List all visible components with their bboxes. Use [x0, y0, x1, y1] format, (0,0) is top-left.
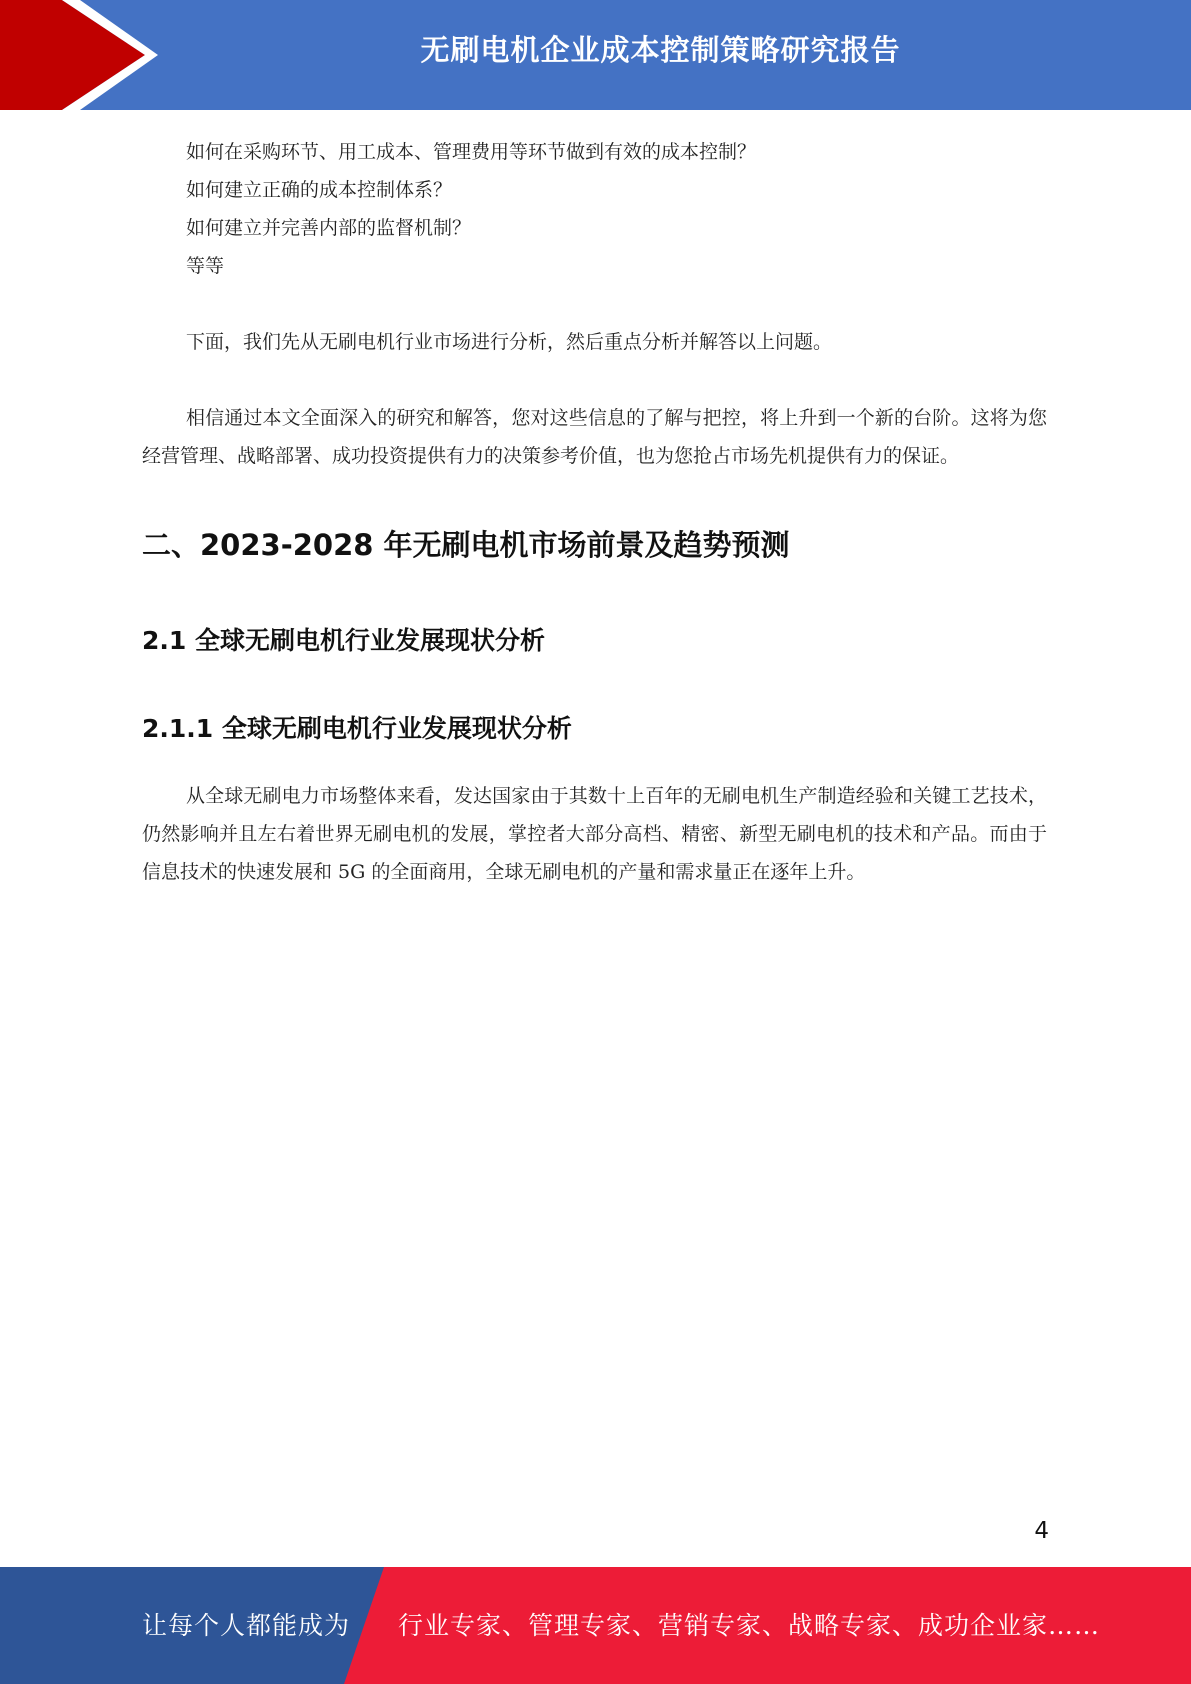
footer-slogan-left: 让每个人都能成为 — [142, 1611, 351, 1640]
question-line: 如何建立正确的成本控制体系？ — [186, 179, 453, 201]
spacer — [142, 361, 1047, 399]
question-line: 如何建立并完善内部的监督机制？ — [186, 217, 472, 239]
sub-section-heading: 2.1 全球无刷电机行业发展现状分析 — [142, 626, 545, 655]
question-line: 如何在采购环节、用工成本、管理费用等环节做到有效的成本控制？ — [186, 141, 757, 163]
belief-paragraph: 相信通过本文全面深入的研究和解答，您对这些信息的了解与把控，将上升到一个新的台阶。这将为您经营管理、战略部署、成功投资提供有力的决策参考价值，也为您抢占市场先机提供有力的保证。 — [142, 407, 1047, 467]
intro-paragraph: 下面，我们先从无刷电机行业市场进行分析，然后重点分析并解答以上问题。 — [186, 331, 833, 353]
header-chevron-decoration — [0, 0, 160, 110]
footer-slogan-right: 行业专家、管理专家、营销专家、战略专家、成功企业家…… — [398, 1611, 1101, 1640]
page-header — [0, 0, 1191, 110]
section-heading: 二、2023-2028 年无刷电机市场前景及趋势预测 — [142, 528, 790, 562]
sub-sub-section-heading: 2.1.1 全球无刷电机行业发展现状分析 — [142, 714, 572, 743]
report-title: 无刷电机企业成本控制策略研究报告 — [420, 33, 901, 67]
page-content — [142, 133, 1047, 891]
section-body-paragraph: 从全球无刷电力市场整体来看，发达国家由于其数十上百年的无刷电机生产制造经验和关键工艺技术，仍然影响并且左右着世界无刷电机的发展，掌控者大部分高档、精密、新型无刷电机的技术和产品。而由于信息技术的快速发展和 5G 的全面商用，全球无刷电机的产量和需求量正在逐年上升。 — [142, 785, 1047, 883]
page-number: 4 — [1034, 1518, 1049, 1544]
page-footer — [0, 1567, 1191, 1684]
question-line: 等等 — [186, 255, 225, 277]
spacer — [142, 285, 1047, 323]
